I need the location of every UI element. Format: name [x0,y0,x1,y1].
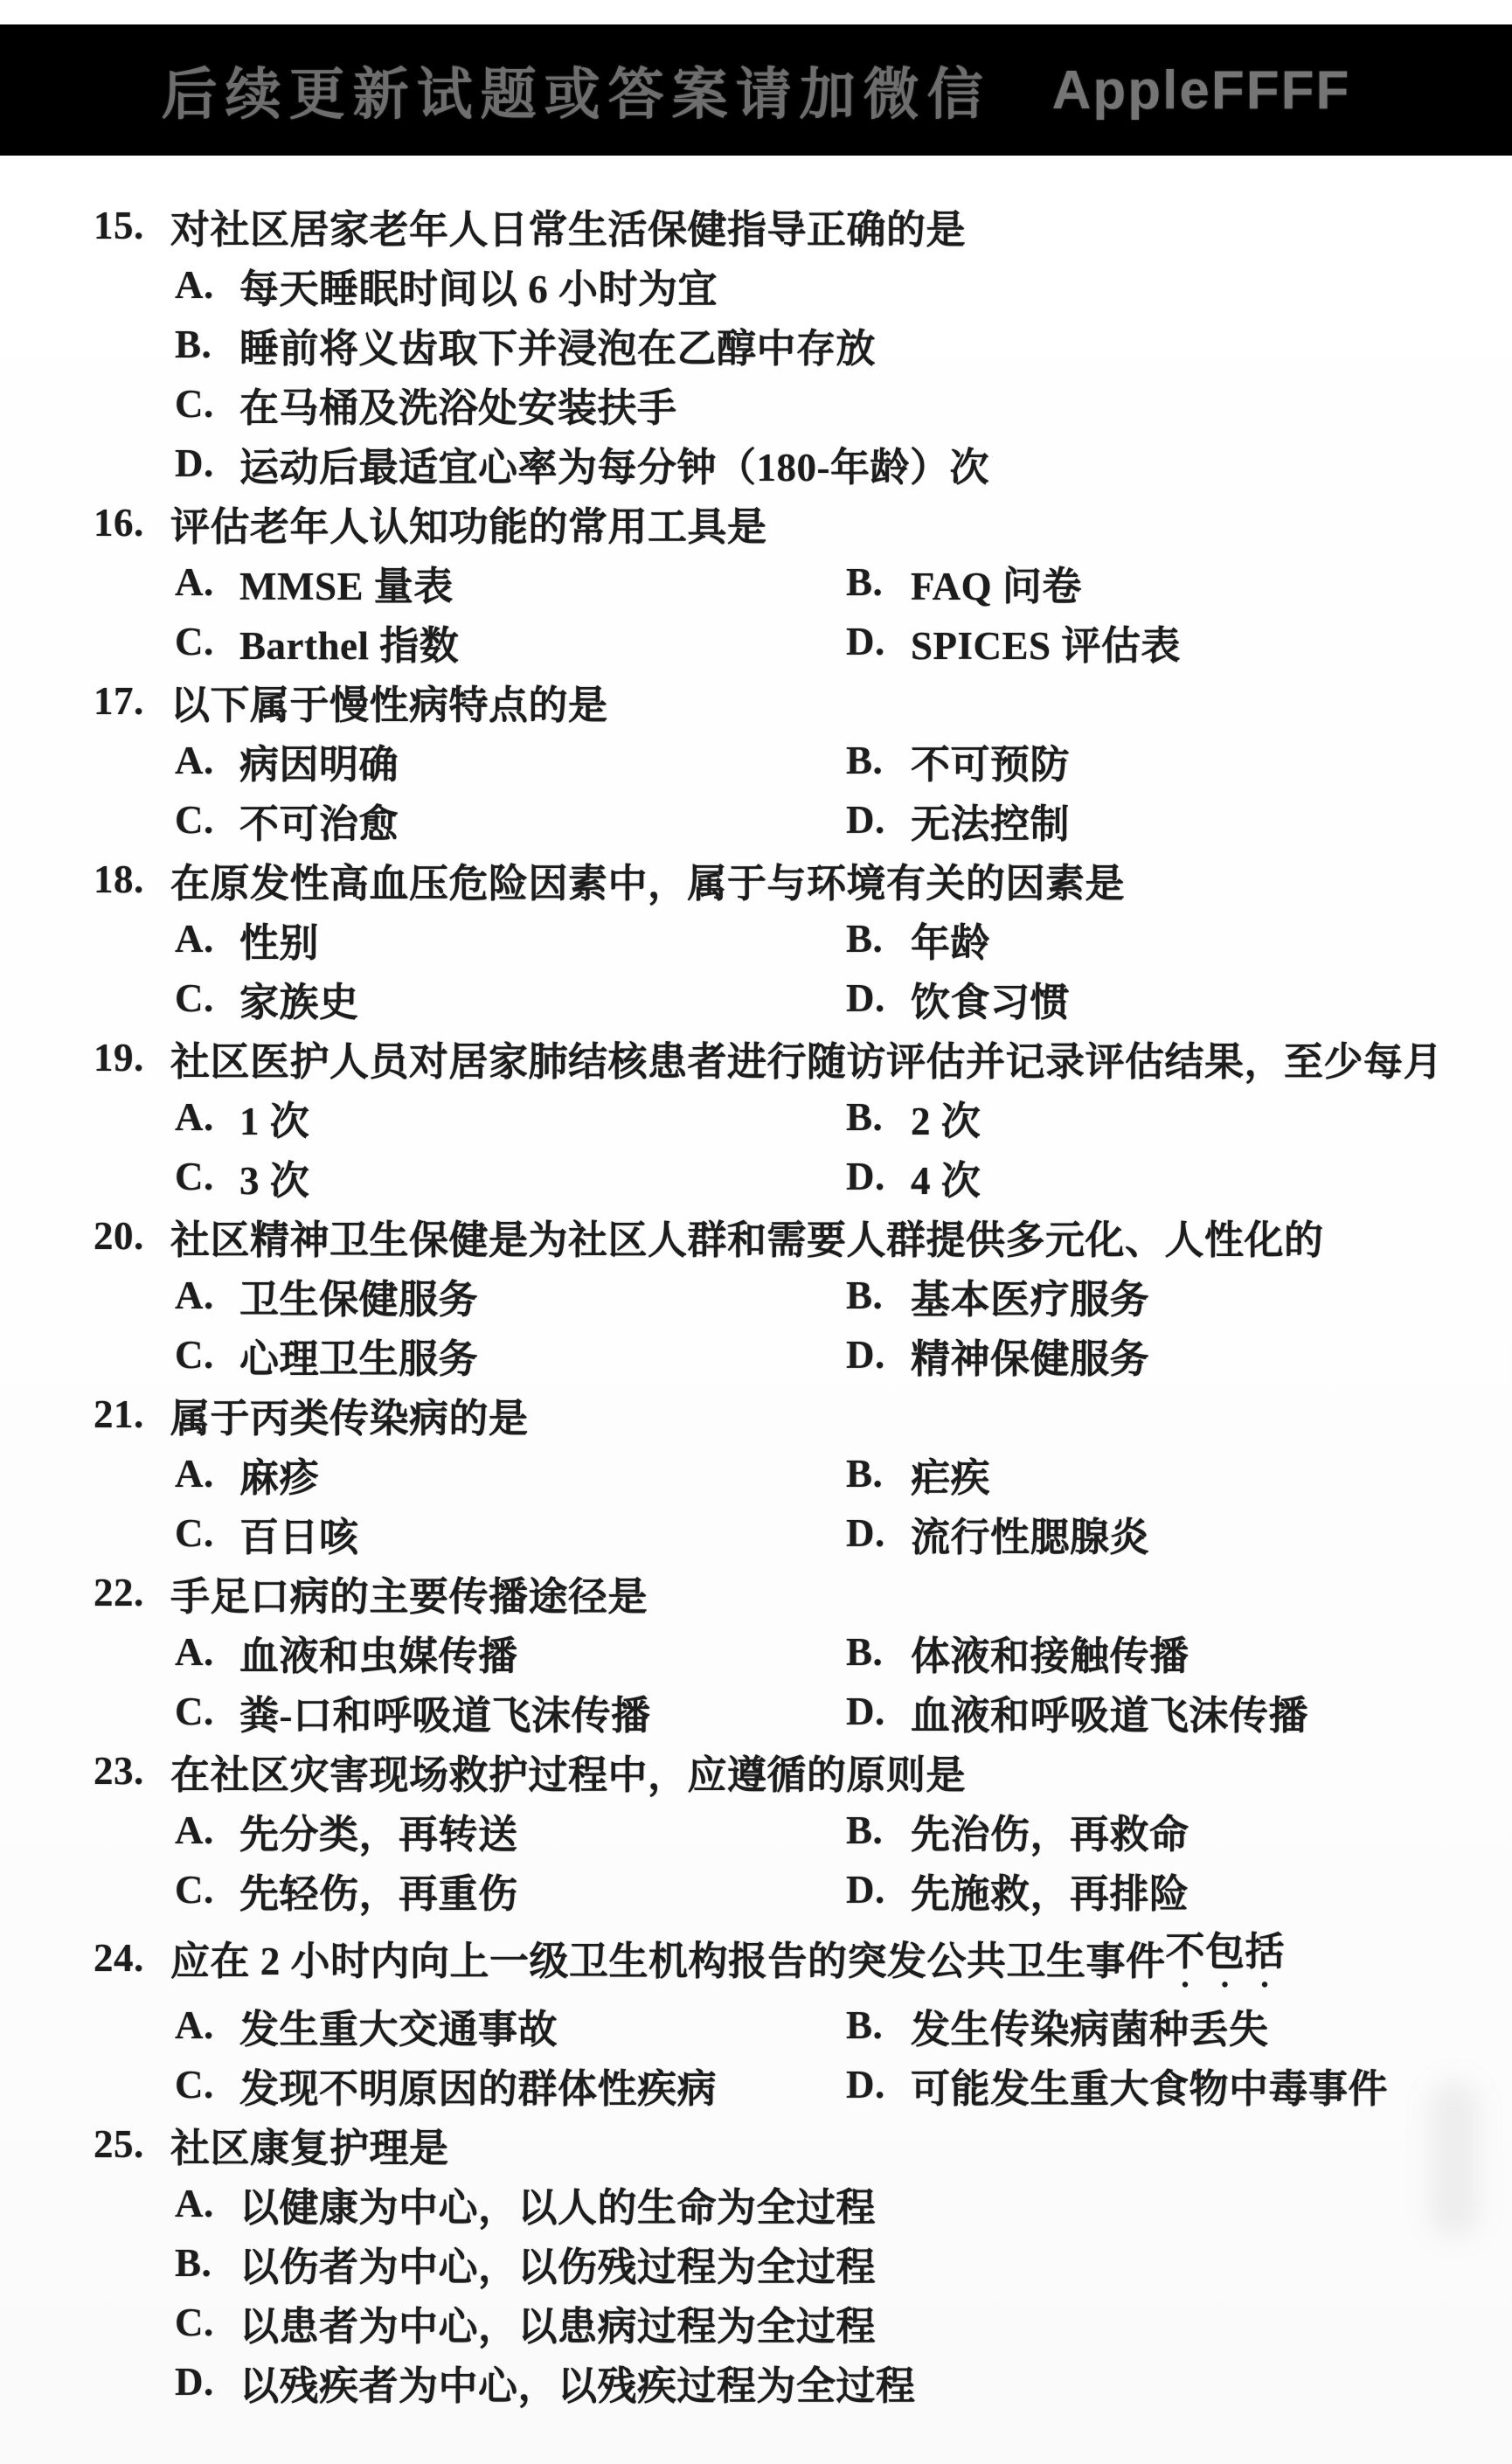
option-label: B. [846,739,884,782]
option-B [846,732,1486,789]
option-D [94,2352,1486,2412]
option-row [94,731,1486,790]
option-label: D. [175,441,214,485]
option-text: 血液和呼吸道飞沫传播 [911,1693,1309,1738]
option-label: A. [175,1808,214,1852]
option-A [175,1089,846,1146]
option-text: 基本医疗服务 [911,1277,1150,1322]
option-label: B. [175,323,212,366]
option-label: A. [175,1452,214,1496]
option-text: 麻疹 [239,1455,320,1500]
option-text: 流行性腮腺炎 [911,1515,1150,1559]
option-text: 2 次 [911,1099,981,1143]
option-label: A. [175,917,214,961]
question-stem-line [94,671,1486,731]
option-label: B. [846,1095,884,1139]
option-text: 粪-口和呼吸道飞沫传播 [239,1693,651,1738]
banner-wechat-id: AppleFFFF [1051,59,1351,121]
option-label: C. [175,1155,214,1198]
option-label: B. [175,2241,212,2285]
option-D [846,1149,1486,1205]
question-stem-emphasized-text: 不包括 [1165,1930,1286,1974]
option-row [94,1860,1486,1919]
option-B [846,1267,1486,1324]
option-text: 病因明确 [239,742,399,787]
option-row [94,1503,1486,1563]
question-24 [94,1919,1486,2114]
option-row [94,552,1486,612]
option-row [94,968,1486,1028]
option-text: 体液和接触传播 [911,1634,1189,1678]
option-row [94,909,1486,968]
question-number: 25. [94,2122,144,2166]
question-stem-text: 在社区灾害现场救护过程中，应遵循的原则是 [170,1753,967,1797]
option-A [175,732,846,789]
option-D [846,792,1486,849]
option-row [94,1087,1486,1147]
question-stem-line [94,1206,1486,1266]
question-stem-text: 社区精神卫生保健是为社区人群和需要人群提供多元化、人性化的 [170,1218,1324,1262]
question-number: 21. [94,1392,144,1436]
option-label: C. [175,2063,214,2107]
question-stem-line [94,196,1486,255]
question-stem-line [94,1741,1486,1801]
option-A [175,554,846,611]
option-C [175,2057,846,2113]
question-stem-text: 社区医护人员对居家肺结核患者进行随访评估并记录评估结果，至少每月 [170,1039,1444,1084]
option-row [94,612,1486,671]
option-text: 以患者为中心，以患病过程为全过程 [239,2304,877,2349]
question-17 [94,671,1486,850]
option-label: D. [846,1333,885,1377]
option-label: B. [846,917,884,961]
question-25 [94,2114,1486,2412]
option-text: 血液和虫媒传播 [239,1634,518,1678]
option-text: 在马桶及洗浴处安装扶手 [239,385,677,430]
option-B [846,1446,1486,1503]
question-19 [94,1028,1486,1206]
question-stem-line [94,2114,1486,2174]
question-number: 22. [94,1571,144,1614]
option-text: 以残疾者为中心，以残疾过程为全过程 [239,2363,916,2408]
option-text: 以健康为中心，以人的生命为全过程 [239,2185,877,2230]
question-stem-text: 在原发性高血压危险因素中，属于与环境有关的因素是 [170,861,1126,906]
question-number: 23. [94,1749,144,1793]
option-label: C. [175,798,214,842]
option-text: FAQ 问卷 [911,564,1082,608]
option-A [175,1802,846,1859]
option-text: 百日咳 [239,1515,359,1559]
question-23 [94,1741,1486,1919]
option-row [94,1995,1486,2055]
option-text: 可能发生重大食物中毒事件 [911,2066,1389,2111]
option-B [846,1802,1486,1859]
question-15 [94,196,1486,493]
option-text: SPICES 评估表 [911,623,1181,668]
option-C [175,1505,846,1562]
option-label: C. [175,1511,214,1555]
option-label: B. [846,560,884,604]
option-label: C. [175,1868,214,1912]
option-label: A. [175,1630,214,1674]
option-text: 3 次 [239,1158,310,1203]
question-18 [94,850,1486,1028]
option-text: 每天睡眠时间以 6 小时为宜 [239,267,718,311]
option-B [846,911,1486,968]
option-label: D. [846,1690,885,1733]
question-number: 17. [94,679,144,723]
option-row [94,1325,1486,1385]
option-A [175,1997,846,2054]
option-A [175,1446,846,1503]
option-label: D. [846,620,885,663]
option-label: B. [846,1452,884,1496]
question-21 [94,1385,1486,1563]
option-row [94,790,1486,850]
question-number: 19. [94,1036,144,1079]
option-label: C. [175,1690,214,1733]
question-stem-text: 社区康复护理是 [170,2126,449,2170]
option-row [94,1444,1486,1503]
option-label: A. [175,2182,214,2225]
option-D [94,434,1486,493]
option-C [94,2293,1486,2352]
option-label: B. [846,1274,884,1317]
option-A [175,1267,846,1324]
option-row [94,1801,1486,1860]
option-text: 先治伤，再救命 [911,1812,1189,1857]
option-C [175,1327,846,1384]
option-text: 发现不明原因的群体性疾病 [239,2066,718,2111]
option-D [846,1327,1486,1384]
option-label: C. [175,382,214,426]
option-text: 性别 [239,920,320,965]
option-text: 无法控制 [911,802,1071,846]
option-label: B. [846,1630,884,1674]
question-stem-line [94,1919,1486,1995]
option-A [175,1624,846,1681]
option-text: 发生重大交通事故 [239,2007,558,2051]
question-stem-text: 属于丙类传染病的是 [170,1396,529,1440]
option-text: 运动后最适宜心率为每分钟（180-年龄）次 [239,445,989,489]
option-label: A. [175,263,214,307]
option-label: C. [175,976,214,1020]
option-label: C. [175,620,214,663]
option-A [175,911,846,968]
option-label: D. [846,976,885,1020]
option-label: D. [846,1868,885,1912]
question-20 [94,1206,1486,1385]
option-B [94,315,1486,374]
option-text: 4 次 [911,1158,981,1203]
question-stem-text: 手足口病的主要传播途径是 [170,1574,648,1619]
option-text: 先分类，再转送 [239,1812,518,1857]
option-text: 年龄 [911,920,991,965]
option-C [175,792,846,849]
option-text: 心理卫生服务 [239,1336,479,1381]
question-stem-line [94,1563,1486,1622]
option-label: A. [175,560,214,604]
question-stem-line [94,493,1486,552]
option-row [94,1682,1486,1741]
question-number: 18. [94,857,144,901]
option-B [846,1624,1486,1681]
option-row [94,1266,1486,1325]
option-text: 1 次 [239,1099,310,1143]
option-text: 饮食习惯 [911,980,1071,1024]
question-stem-text: 以下属于慢性病特点的是 [170,683,608,727]
option-label: D. [175,2360,214,2404]
option-label: D. [846,2063,885,2107]
option-text: 先轻伤，再重伤 [239,1871,518,1916]
question-number: 20. [94,1214,144,1258]
option-D [846,1505,1486,1562]
question-number: 15. [94,204,144,247]
option-label: A. [175,1095,214,1139]
option-text: 不可预防 [911,742,1071,787]
option-B [846,1997,1486,2054]
question-stem-line [94,1385,1486,1444]
option-C [175,1149,846,1205]
option-text: 不可治愈 [239,802,399,846]
option-text: 以伤者为中心，以伤残过程为全过程 [239,2245,877,2289]
option-C [175,1683,846,1740]
question-number: 16. [94,501,144,545]
wechat-banner [0,24,1512,156]
option-row [94,2055,1486,2114]
option-text: 发生传染病菌种丢失 [911,2007,1269,2051]
option-B [846,1089,1486,1146]
question-stem-line [94,1028,1486,1087]
option-A [94,255,1486,315]
option-row [94,1622,1486,1682]
option-D [846,614,1486,670]
question-stem-text: 评估老年人认知功能的常用工具是 [170,504,767,549]
question-16 [94,493,1486,671]
option-label: D. [846,1511,885,1555]
question-stem-line [94,850,1486,909]
option-C [175,614,846,670]
banner-text: 后续更新试题或答案请加微信 [161,63,991,126]
option-A [94,2174,1486,2233]
option-label: C. [175,1333,214,1377]
question-stem-text: 应在 2 小时内向上一级卫生机构报告的突发公共卫生事件 [170,1940,1166,1983]
option-D [846,1683,1486,1740]
question-list [0,156,1512,2412]
option-text: Barthel 指数 [239,623,460,668]
option-C [175,1862,846,1919]
option-text: 疟疾 [911,1455,991,1500]
option-B [846,554,1486,611]
option-text: MMSE 量表 [239,564,454,608]
option-C [94,374,1486,434]
question-number: 24. [94,1935,144,1980]
question-22 [94,1563,1486,1741]
option-D [846,970,1486,1027]
option-label: A. [175,2003,214,2047]
option-D [846,1862,1486,1919]
option-text: 精神保健服务 [911,1336,1150,1381]
question-stem-text: 对社区居家老年人日常生活保健指导正确的是 [170,207,967,252]
option-B [94,2233,1486,2293]
option-label: B. [846,2003,884,2047]
option-D [846,2057,1486,2113]
option-label: B. [846,1808,884,1852]
option-label: A. [175,1274,214,1317]
option-label: D. [846,798,885,842]
option-text: 家族史 [239,980,359,1024]
option-C [175,970,846,1027]
option-label: C. [175,2301,214,2344]
option-text: 睡前将义齿取下并浸泡在乙醇中存放 [239,326,877,371]
option-text: 先施救，再排险 [911,1871,1189,1916]
option-label: A. [175,739,214,782]
option-label: D. [846,1155,885,1198]
option-text: 卫生保健服务 [239,1277,479,1322]
option-row [94,1147,1486,1206]
